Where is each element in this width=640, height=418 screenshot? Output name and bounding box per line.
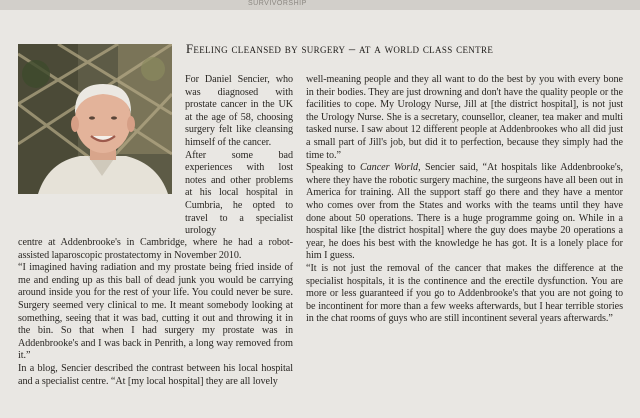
paragraph-addenbrookes: centre at Addenbrooke's in Cambridge, where he had a robot-assisted laparoscopic prostatectomy in November 2010. bbox=[18, 237, 293, 261]
paragraph-quote-radiation: “I imagined having radiation and my prostate being fried inside of me and ending up as this ball of dead junk you would be carrying around inside you for the rest of your life. You could never be sure. Surgery seemed very clinical to me. It meant somebody looking at something, seeing that it was bad, cutting it out and throwing it in the bin. So that when I had surgery my prostate was in Addenbrooke's and I was back in Penrith, a long way removed from it.” bbox=[18, 262, 293, 362]
paragraph-cancer-world bbox=[306, 162, 623, 263]
portrait-photo bbox=[18, 44, 172, 194]
column-left-top bbox=[185, 74, 293, 238]
column-left-bottom bbox=[18, 237, 293, 388]
column-right bbox=[306, 74, 623, 326]
speaking-to-text: Speaking to bbox=[306, 162, 360, 174]
publication-name: Cancer World bbox=[359, 162, 419, 174]
page-top-strip bbox=[0, 0, 640, 10]
paragraph-blog: In a blog, Sencier described the contrast between his local hospital and a specialist centre. “At [my local hospital] they are all lovely bbox=[18, 362, 293, 387]
running-header: SURVIVORSHIP bbox=[248, 0, 307, 7]
paragraph-well-meaning: well-meaning people and they all want to do the best by you with every bone in their bodies. They are just drowning and don't have the quality people or the facilities to cope. My Urology Nurse, Jill at [the district hospital], is not just the Urology Nurse. She is a secretary, counsellor, cleaner, tea maker and multi tasked nurse. I saw about 12 different people at Addenbrookes who all did just a small part of Jill's job, but did it to perfection, because they simply had the time to.” bbox=[306, 74, 623, 161]
intro-paragraph: For Daniel Sencier, who was diagnosed with prostate cancer in the UK at the age of 58, choosing surgery felt like cleansing himself of the cancer. bbox=[185, 74, 293, 148]
cancer-world-quote: , Sencier said, “At hospitals like Addenbrooke's, where they have the robotic surgery machine, the surgeons have all been out in America for training. All the support staff go there and they have a mentor who comes over from the States and works with the teams until they have done about 50 operations. There is a huge programme going on. While in a hospital like [the district hospital] where the guy does maybe 20 operations a year, he does his best with the knowledge he has got. It is a lonely place for him I guess. bbox=[306, 162, 623, 262]
article-headline: Feeling cleansed by surgery – at a world class centre bbox=[186, 42, 494, 56]
paragraph-local-hospital: After some bad experiences with lost notes and other problems at his local hospital in Cumbria, he opted to travel to a specialist urology bbox=[185, 149, 293, 237]
paragraph-continence: “It is not just the removal of the cancer that makes the difference at the specialist hospitals, it is the continence and the erectile dysfunction. You are more or less guaranteed if you go to Addenbrooke's that you are not going to be incontinent for more than a few weeks afterwards, but I hear terrible stories in the chat rooms of guys who are still incontinent several years afterwards.” bbox=[306, 262, 623, 325]
